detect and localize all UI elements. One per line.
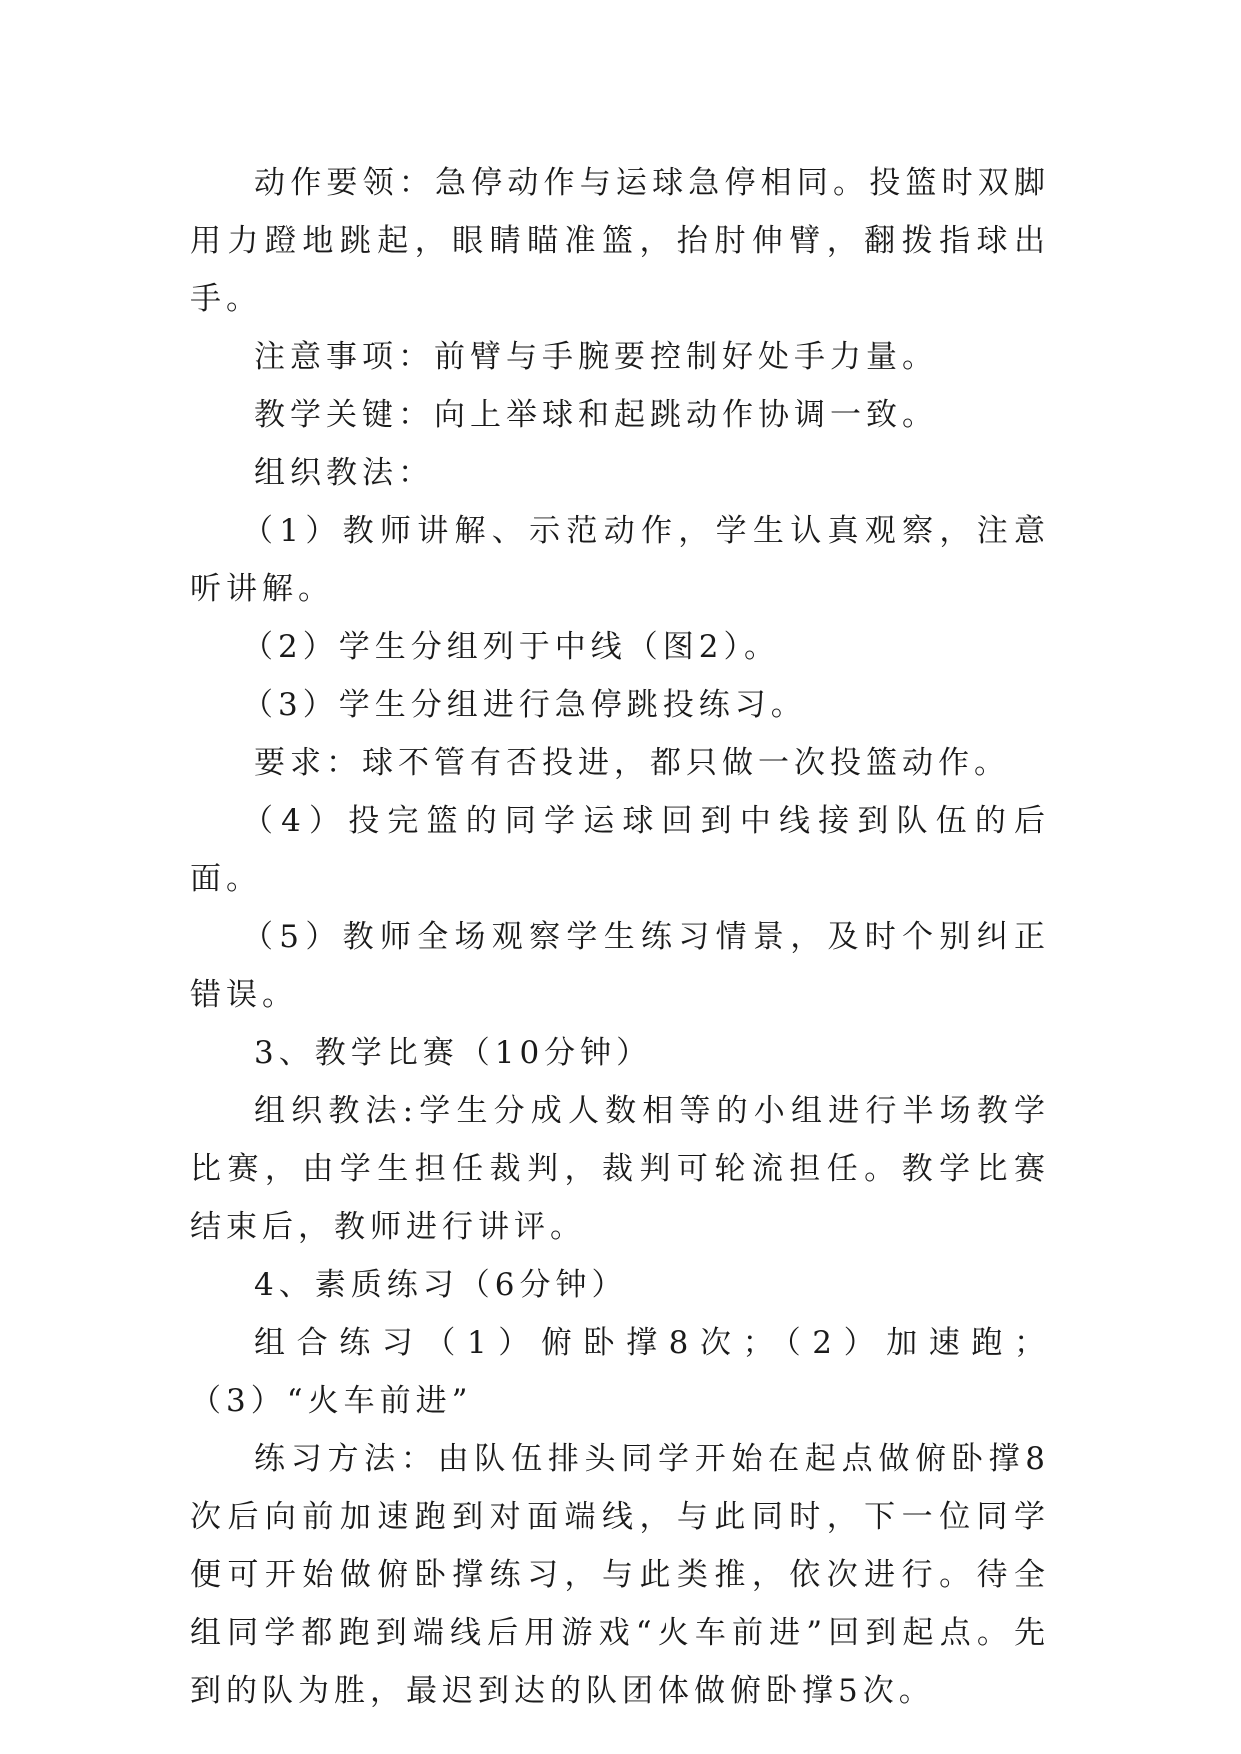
- paragraph-combined-exercise: 组合练习（1）俯卧撑8次；（2）加速跑；（3）“火车前进”: [190, 1325, 1050, 1419]
- paragraph-organization-heading: 组织教法：: [254, 455, 434, 491]
- list-item-step-3: （3）学生分组进行急停跳投练习。: [242, 687, 807, 723]
- list-item-step-4: （4）投完篮的同学运球回到中线接到队伍的后面。: [190, 803, 1050, 897]
- list-item-step-5: （5）教师全场观察学生练习情景，及时个别纠正错误。: [190, 919, 1050, 1013]
- list-item-step-2: （2）学生分组列于中线（图2）。: [242, 629, 780, 665]
- section-heading-fitness: 4、素质练习（6分钟）: [254, 1267, 628, 1303]
- paragraph-teaching-key: 教学关键：向上举球和起跳动作协调一致。: [254, 397, 938, 433]
- paragraph-exercise-method: 练习方法：由队伍排头同学开始在起点做俯卧撑8次后向前加速跑到对面端线，与此同时，下一位同学便可开始做俯卧撑练习，与此类推，依次进行。待全组同学都跑到端线后用游戏“火车前进”回到起点。先到的队为胜，最迟到达的队团体做俯卧撑5次。: [190, 1441, 1050, 1709]
- document-body: [190, 154, 1050, 1720]
- paragraph-match-organization: 组织教法:学生分成人数相等的小组进行半场教学比赛，由学生担任裁判，裁判可轮流担任。教学比赛结束后，教师进行讲评。: [190, 1093, 1050, 1245]
- section-heading-match: 3、教学比赛（10分钟）: [254, 1035, 653, 1071]
- paragraph-precautions: 注意事项：前臂与手腕要控制好处手力量。: [254, 339, 938, 375]
- list-item-step-1: （1）教师讲解、示范动作，学生认真观察，注意听讲解。: [190, 513, 1050, 607]
- paragraph-action-essentials: 动作要领：急停动作与运球急停相同。投篮时双脚用力蹬地跳起，眼睛瞄准篮，抬肘伸臂，翻拨指球出手。: [190, 165, 1050, 317]
- paragraph-requirement: 要求：球不管有否投进，都只做一次投篮动作。: [254, 745, 1010, 781]
